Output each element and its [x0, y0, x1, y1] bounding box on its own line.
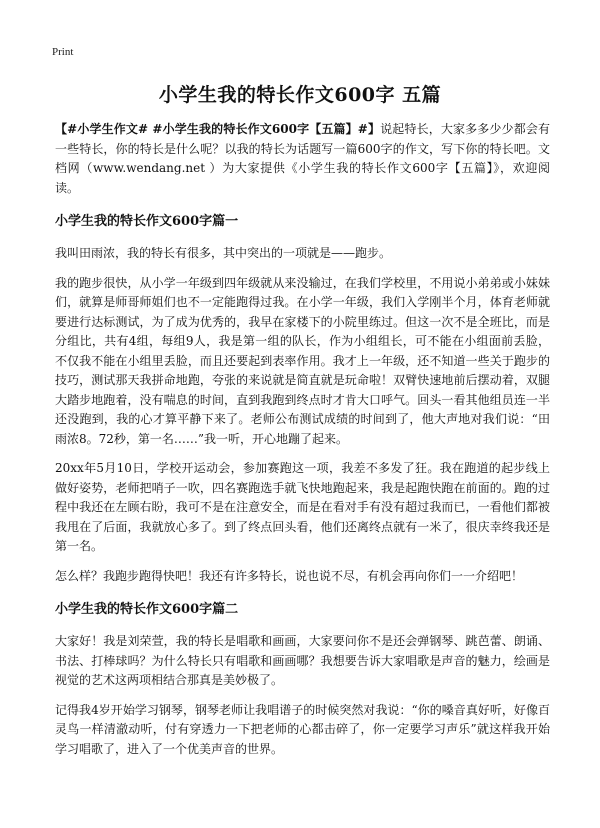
page-title: 小学生我的特长作文600字 五篇 [158, 84, 442, 106]
paragraph: 我的跑步很快，从小学一年级到四年级就从来没输过，在我们学校里，不用说小弟弟或小妹妹们，就算是师哥师姐们也不一定能跑得过我。在小学一年级，我们入学刚半个月，体育老师就要进行达标测试，为了成为优秀的，我早在家楼下的小院里练过。但这一次不是全班比，而是分组比，共有4组，每组9人，我是第一组的队长，作为小组组长，可不能在小组面前丢脸，不仅我不能在小组里丢脸，而且还要起到表率作用。我才上一年级，还不知道一些关于跑步的技巧，测试那天我拼命地跑，夸张的来说就是简直就是玩命啦！双臂快速地前后摆动着，双腿大踏步地跑着，没有喘息的时间，直到我跑到终点时才肯大口呼气。回头一看其他组员连一半还没跑到，我的心才算平静下来了。老师公布测试成绩的时间到了，他大声地对我们说：“田雨浓8。72秒，第一名……”我一听，开心地蹦了起来。 [55, 275, 550, 446]
paragraph: 我叫田雨浓，我的特长有很多，其中突出的一项就是——跑步。 [55, 246, 392, 260]
paragraph: 记得我4岁开始学习钢琴，钢琴老师让我唱谱子的时候突然对我说：“你的嗓音真好听，好像百灵鸟一样清澈动听，付有穿透力一下把老师的心都击碎了，你一定要学习声乐”就这样我开始学习唱歌了，进入了一个优美声音的世界。 [55, 702, 550, 756]
intro-tags: 【#小学生作文# #小学生我的特长作文600字【五篇】#】 [55, 122, 381, 136]
intro-paragraph [55, 120, 550, 198]
article-body [55, 120, 550, 769]
paragraph: 20xx年5月10日，学校开运动会，参加赛跑这一项，我差不多发了狂。我在跑道的起步线上做好姿势，老师把哨子一吹，四名赛跑选手就飞快地跑起来，我是起跑快跑在前面的。跑的过程中我还在左顾右盼，我可不是在注意安全，而是在看对手有没有超过我而已，一看他们都被我甩在了后面，我就放心多了。到了终点回头看，他们还离终点就有一米了，很庆幸终我还是第一名。 [55, 461, 550, 553]
intro-text: 说起特长，大家多多少少都会有一些特长，你的特长是什么呢？以我的特长为话题写一篇600字的作文，写下你的特长吧。文档网（www.wendang.net ）为大家提供《小学生我的特长作文600字【五篇】》，欢迎阅读。 [55, 122, 550, 195]
paragraph: 大家好！我是刘荣萱，我的特长是唱歌和画画，大家要问你不是还会弹钢琴、跳芭蕾、朗诵、书法、打棒球吗？为什么特长只有唱歌和画画哪？我想要告诉大家唱歌是声音的魅力，绘画是视觉的艺术这两项相结合那真是美妙极了。 [55, 634, 550, 687]
section-heading-1: 小学生我的特长作文600字篇一 [55, 214, 239, 229]
print-link[interactable]: Print [52, 46, 74, 58]
section-heading-2: 小学生我的特长作文600字篇二 [55, 602, 239, 617]
paragraph: 怎么样？我跑步跑得快吧！我还有许多特长，说也说不尽，有机会再向你们一一介绍吧！ [55, 568, 524, 583]
